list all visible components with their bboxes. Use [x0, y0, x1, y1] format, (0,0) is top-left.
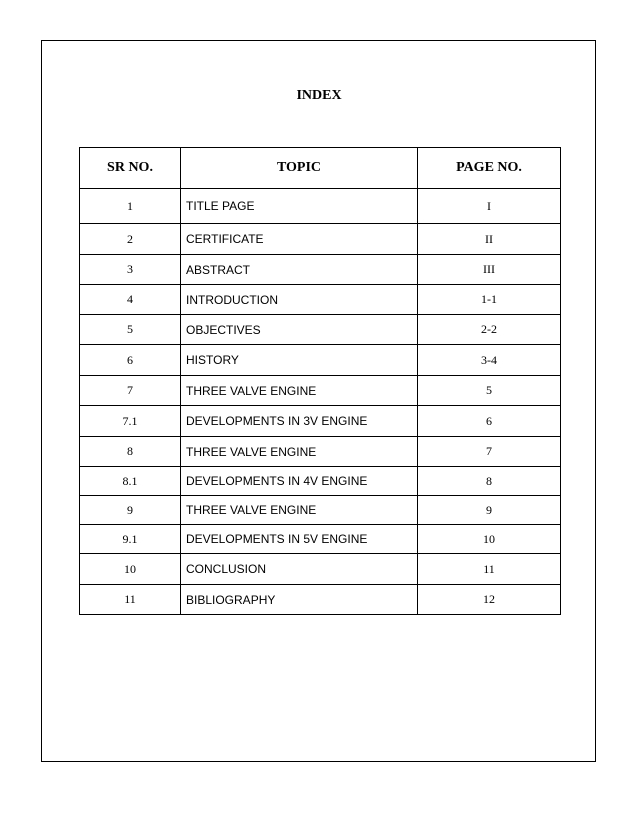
table-header-row — [80, 148, 561, 189]
table-row — [80, 585, 561, 615]
header-page-no: PAGE NO. — [418, 148, 561, 189]
topic-cell: HISTORY — [181, 345, 418, 376]
table-row — [80, 496, 561, 525]
page-title: INDEX — [296, 88, 342, 103]
sr-cell: 6 — [80, 345, 181, 376]
sr-cell: 9.1 — [80, 525, 181, 554]
page-cell: 7 — [418, 437, 561, 467]
sr-cell: 5 — [80, 315, 181, 345]
table-row — [80, 285, 561, 315]
table-row — [80, 345, 561, 376]
table-row — [80, 525, 561, 554]
sr-cell: 10 — [80, 554, 181, 585]
topic-cell: THREE VALVE ENGINE — [181, 437, 418, 467]
topic-cell: THREE VALVE ENGINE — [181, 496, 418, 525]
page-cell: 12 — [418, 585, 561, 615]
topic-cell: CERTIFICATE — [181, 224, 418, 255]
topic-cell: DEVELOPMENTS IN 5V ENGINE — [181, 525, 418, 554]
topic-cell: TITLE PAGE — [181, 189, 418, 224]
page-cell: 1-1 — [418, 285, 561, 315]
sr-cell: 7 — [80, 376, 181, 406]
page-cell: 3-4 — [418, 345, 561, 376]
sr-cell: 9 — [80, 496, 181, 525]
topic-cell: DEVELOPMENTS IN 4V ENGINE — [181, 467, 418, 496]
page-cell: 2-2 — [418, 315, 561, 345]
table-row — [80, 255, 561, 285]
sr-cell: 4 — [80, 285, 181, 315]
sr-cell: 3 — [80, 255, 181, 285]
page-cell: 11 — [418, 554, 561, 585]
table-row — [80, 189, 561, 224]
page-cell: 5 — [418, 376, 561, 406]
table-row — [80, 554, 561, 585]
topic-cell: ABSTRACT — [181, 255, 418, 285]
page-cell: III — [418, 255, 561, 285]
topic-cell: BIBLIOGRAPHY — [181, 585, 418, 615]
page-cell: I — [418, 189, 561, 224]
sr-cell: 8 — [80, 437, 181, 467]
table-row — [80, 467, 561, 496]
topic-cell: CONCLUSION — [181, 554, 418, 585]
sr-cell: 8.1 — [80, 467, 181, 496]
index-table — [79, 147, 561, 615]
table-row — [80, 224, 561, 255]
page-cell: 9 — [418, 496, 561, 525]
topic-cell: INTRODUCTION — [181, 285, 418, 315]
sr-cell: 11 — [80, 585, 181, 615]
page-cell: 10 — [418, 525, 561, 554]
header-sr-no: SR NO. — [80, 148, 181, 189]
topic-cell: OBJECTIVES — [181, 315, 418, 345]
table-row — [80, 437, 561, 467]
table-row — [80, 315, 561, 345]
table-row — [80, 406, 561, 437]
page-cell: 8 — [418, 467, 561, 496]
topic-cell: THREE VALVE ENGINE — [181, 376, 418, 406]
table-row — [80, 376, 561, 406]
sr-cell: 2 — [80, 224, 181, 255]
sr-cell: 1 — [80, 189, 181, 224]
header-topic: TOPIC — [181, 148, 418, 189]
page-cell: II — [418, 224, 561, 255]
topic-cell: DEVELOPMENTS IN 3V ENGINE — [181, 406, 418, 437]
page-cell: 6 — [418, 406, 561, 437]
sr-cell: 7.1 — [80, 406, 181, 437]
